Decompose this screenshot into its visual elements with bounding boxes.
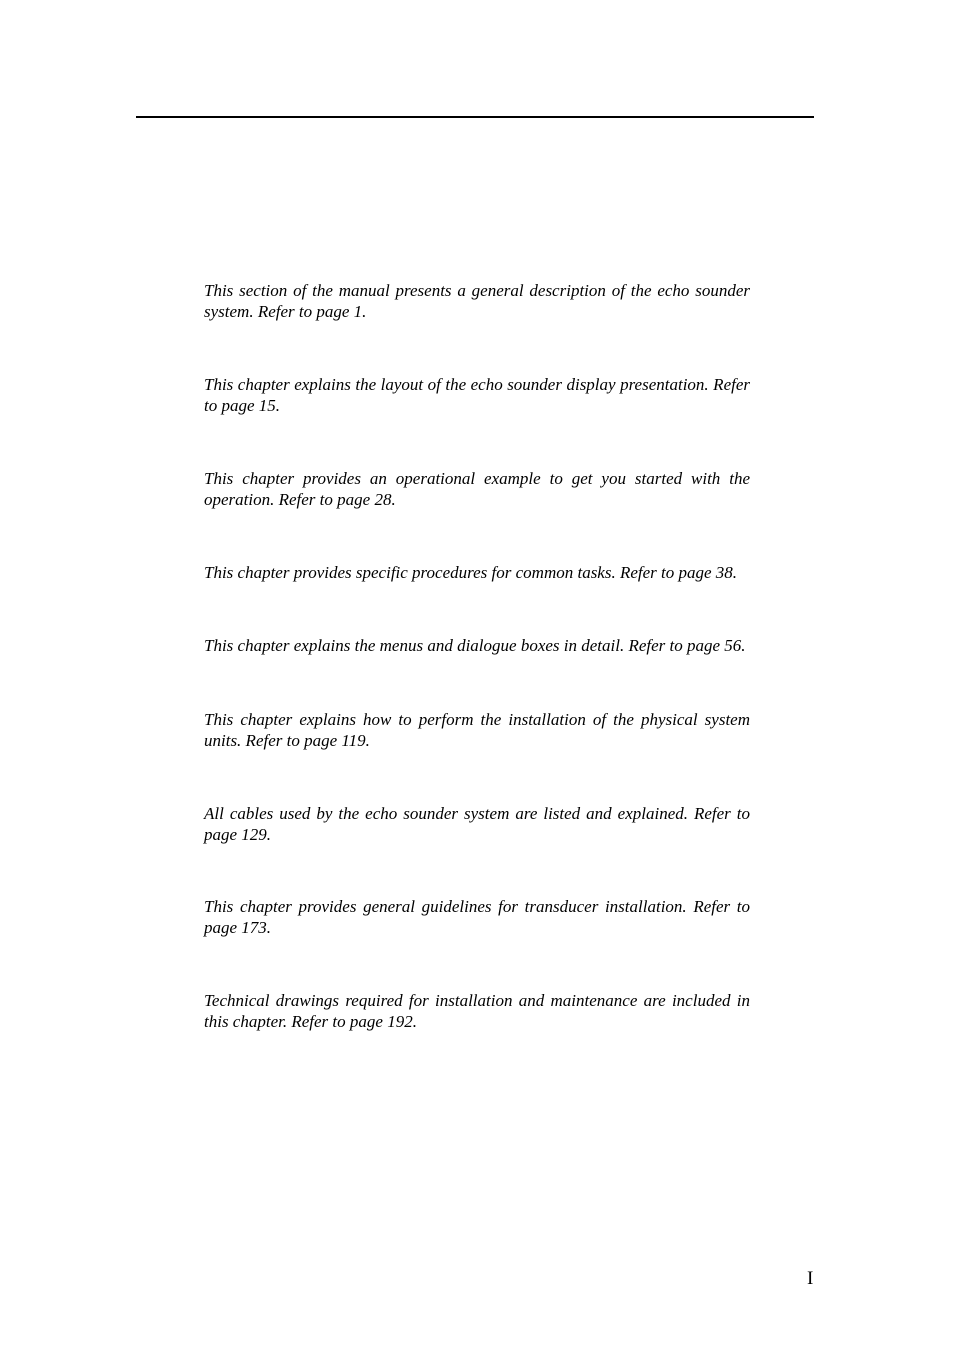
summary-transducer-installation: This chapter provides general guidelines for transducer installation. Refer to page 173. [204,897,750,937]
summary-display-layout: This chapter explains the layout of the echo sounder display presentation. Refer to page 15. [204,375,750,415]
page-number: I [807,1268,814,1289]
summary-introduction: This section of the manual presents a general description of the echo sounder system. Refer to page 1. [204,281,750,321]
summary-operational-procedures: This chapter provides specific procedures for common tasks. Refer to page 38. [204,563,738,582]
header-rule [136,116,814,118]
summary-drawing-file: Technical drawings required for installation and maintenance are included in this chapter. Refer to page 192. [204,991,750,1031]
summary-getting-started: This chapter provides an operational example to get you started with the operation. Refer to page 28. [204,469,750,509]
summary-cable-layout: All cables used by the echo sounder system are listed and explained. Refer to page 129. [204,804,750,844]
summary-installation: This chapter explains how to perform the installation of the physical system units. Refer to page 119. [204,710,750,750]
summary-menus-dialogues: This chapter explains the menus and dialogue boxes in detail. Refer to page 56. [204,636,746,655]
